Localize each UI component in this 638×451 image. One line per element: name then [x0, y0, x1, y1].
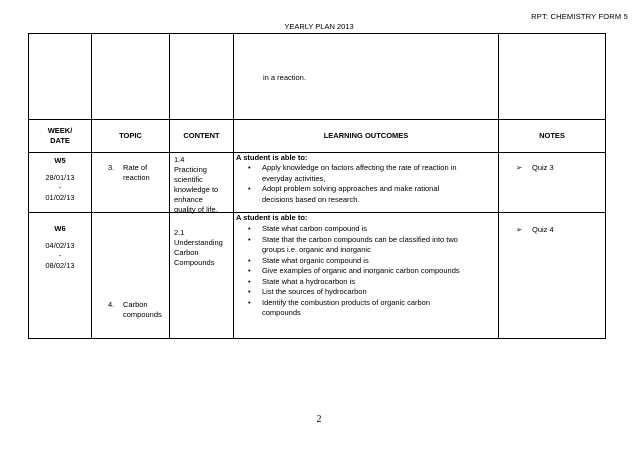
date-start: 28/01/13	[45, 173, 75, 182]
date-start: 04/02/13	[45, 241, 75, 250]
topic-cell: Rate of reaction	[123, 163, 150, 182]
column-header-topic: TOPIC	[119, 131, 142, 140]
list-item: • Give examples of organic and inorganic carbon compounds	[248, 266, 460, 275]
list-item: • State what a hydrocarbon is	[248, 276, 355, 286]
learning-outcomes-list	[236, 163, 498, 205]
column-header-content: CONTENT	[183, 131, 220, 140]
week-label: W5	[54, 156, 66, 165]
list-item: • Apply knowledge on factors affecting the rate of reaction in everyday activities,	[248, 163, 457, 183]
continuation-text: in a reaction.	[263, 73, 306, 82]
arrow-bullet-icon: ➢	[516, 225, 523, 234]
arrow-bullet-icon: ➢	[516, 163, 523, 172]
notes-cell: ➢ Quiz 4	[516, 225, 554, 234]
column-header-week: WEEK/ DATE	[47, 126, 73, 145]
content-cell: 2.1 Understanding Carbon Compounds	[174, 228, 223, 267]
table-divider	[91, 33, 92, 339]
notes-cell: ➢ Quiz 3	[516, 163, 554, 172]
week-label: W6	[54, 224, 66, 233]
list-item: • Adopt problem solving approaches and make rational decisions based on research.	[248, 184, 440, 204]
date-end: 08/02/13	[45, 261, 75, 270]
list-item: • Identify the combustion products of organic carbon compounds	[248, 297, 431, 317]
page-number: 2	[316, 414, 322, 425]
column-header-notes: NOTES	[539, 131, 565, 140]
week-date-cell: W5 28/01/13 - 01/02/13	[29, 156, 91, 203]
learning-outcomes-list	[236, 224, 498, 319]
table-divider	[28, 212, 606, 213]
table-divider	[233, 33, 234, 339]
list-item: • List the sources of hydrocarbon	[248, 287, 367, 296]
document-header-title: YEARLY PLAN 2013	[284, 22, 354, 31]
list-item: • State what carbon compound is	[248, 224, 368, 233]
table-divider	[169, 33, 170, 339]
table-divider	[28, 119, 606, 120]
topic-number: 3.	[108, 163, 115, 172]
date-end: 01/02/13	[45, 193, 75, 202]
outcomes-intro: A student is able to:	[236, 213, 308, 222]
column-header-learning-outcomes: LEARNING OUTCOMES	[323, 131, 409, 140]
document-header-right: RPT: CHEMISTRY FORM 5	[531, 12, 628, 21]
outcomes-intro: A student is able to:	[236, 153, 308, 162]
table-divider	[498, 33, 499, 339]
week-date-cell: W6 04/02/13 - 08/02/13	[29, 224, 91, 271]
topic-number: 4.	[108, 300, 115, 309]
list-item: • State that the carbon compounds can be classified into two groups i.e. organic and inorganic	[248, 234, 458, 254]
table-divider	[28, 152, 606, 153]
content-cell: 1.4 Practicing scientific knowledge to enhance quality of life.	[174, 155, 219, 214]
list-item: • State what organic compound is	[248, 255, 369, 265]
topic-cell: Carbon compounds	[123, 300, 162, 319]
